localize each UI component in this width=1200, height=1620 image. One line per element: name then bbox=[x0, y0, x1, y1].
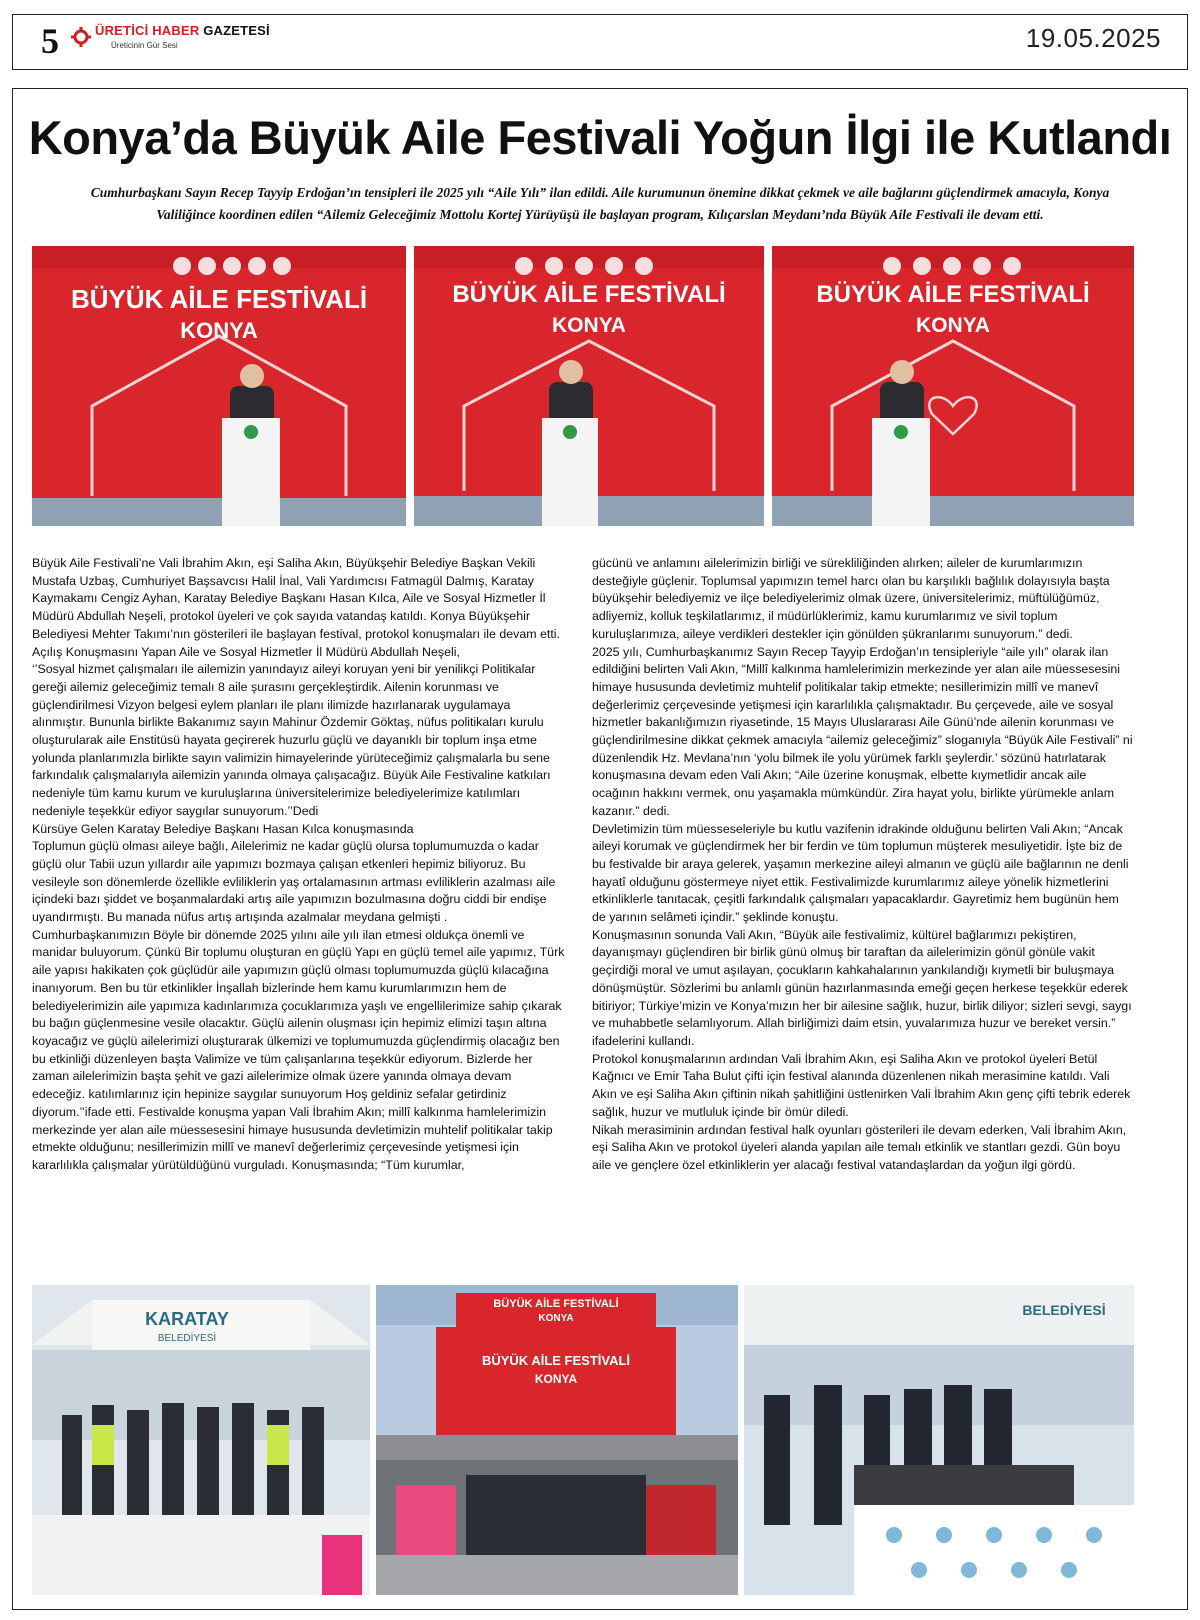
newspaper-brand: ÜRETİCİ HABER GAZETESİ bbox=[95, 23, 270, 38]
banner-title: BÜYÜK AİLE FESTİVALİ bbox=[481, 1353, 631, 1368]
paragraph: Kürsüye Gelen Karatay Belediye Başkanı Hasan Kılca konuşmasında bbox=[32, 821, 414, 836]
banner-subtitle: KONYA bbox=[180, 318, 258, 343]
photo-group-stage bbox=[376, 1285, 738, 1595]
banner-subtitle: KONYA bbox=[538, 1313, 574, 1324]
banner-subtitle: KONYA bbox=[916, 314, 990, 337]
stand-sign: KARATAY bbox=[145, 1309, 229, 1329]
photo-speaker-3 bbox=[772, 246, 1134, 526]
issue-date: 19.05.2025 bbox=[1025, 23, 1161, 53]
article-headline: Konya’da Büyük Aile Festivali Yoğun İlgi ile Kutlandı bbox=[28, 111, 1172, 164]
paragraph: ‘’Sosyal hizmet çalışmaları ile ailemizin yanındayız aileyi koruyan yeni bir yenilikçi Politikalar gereği ailemiz geleceğimiz temalı 8 aile şurasını gerçekleştirdik. Ailenin korunması ve güçlendirilmesi Vizyon belgesi eylem planları ile planı ilimizde hazırlanarak uygulamaya alınmıştır. Bununla birlikte Bakanımız sayın Mahinur Özdemir Göktaş, nüfus politikaları kurulu oluşturularak aile Enstitüsü hayata geçirerek huzurlu güçlü ve dayanıklı bir toplum inşa etme yolunda planlarımızla birlikte sayın valimizin himayelerinde yürüteceğimiz çalışmalarla bu sene farkındalık çalışmalarıyla ailemizin yanında olmaya çalışacağız. Büyük Aile Festivaline katkıları nedeniyle tüm kamu kurum ve kuruluşlarına üniversitelerimize belediyelerimize katılımları nedeniyle teşekkür ediyor saygılar sunuyorum.’’Dedi bbox=[32, 662, 551, 818]
paragraph: Büyük Aile Festivali’ne Vali İbrahim Akın, eşi Saliha Akın, Büyükşehir Belediye Başkan Vekili Mustafa Uzbaş, Cumhuriyet Başsavcısı Halil İnal, Vali Yardımcısı Fatmagül Dalmış, Karatay Kaymakamı Cengiz Ayhan, Karatay Belediye Başkanı Hasan Kılca, Aile ve Sosyal Hizmetler İl Müdürü Abdullah Neşeli, protokol üyeleri ve çok sayıda vatandaş katıldı. Konya Büyükşehir Belediyesi Mehter Takımı’nın gösterileri ile başlayan festival, protokol konuşmaları ile devam etti. bbox=[32, 556, 560, 641]
page-header bbox=[12, 14, 1188, 70]
paragraph: 2025 yılı, Cumhurbaşkanımız Sayın Recep Tayyip Erdoğan’ın tensipleriyle “aile yılı” olarak ilan edildiğini belirten Vali Akın, “Millî kalkınma hamlelerimizin merkezinde yer alan aile müessesesini himaye hususunda devletimiz muhtelif politikalar takip etmekte; nesillerimizin millî ve manevî değerlerimiz çerçevesinde yetişmesi için kararlılıkla çalışmaktadır. Bu çerçevede, aile ve sosyal hizmetler bakanlığımızın riyasetinde, 15 Mayıs Uluslararası Aile Günü’nde ailenin korunması ve güçlendirilmesine dikkat çekmek amacıyla “ailemiz geleceğimiz” sloganıyla “Büyük Aile Festivali” ni düzenlendik Hz. Mevlana’nın ‘yolu bilmek ile yolu yürümek farklı şeylerdir.’ sözünü hatırlatarak konuşmasına devam eden Vali Akın; “Aile üzerine konuşmak, elbette kıymetlidir ancak aile ocağının hakkını vermek, onu yaşamakla mümkündür. Zira hayat yolu, birlikte yürümekle anlam kazanır.” dedi. bbox=[592, 644, 1133, 818]
banner-subtitle: KONYA bbox=[534, 1372, 578, 1386]
paragraph: gücünü ve anlamını ailelerimizin birliği ve sürekliliğinden alırken; aileler de kurumlarımızın desteğiyle güçlenir. Toplumsal yapımızın temel harcı olan bu karşılıklı bağlılık dolayısıyla başta büyükşehir belediyemiz ve ilçe belediyelerimiz olmak üzere, üniversitelerimiz, müftülüğümüz, adliyemiz, kolluk teşkilatlarımız, il müdürlüklerimiz, kamu kurumlarımız ve sivil toplum kuruluşlarımıza, aileye verdikleri destekler için gönülden şükranlarımı sunuyorum.” dedi. bbox=[592, 556, 1110, 641]
banner-title: BÜYÜK AİLE FESTİVALİ bbox=[493, 1298, 619, 1310]
article-left-column bbox=[32, 555, 567, 1175]
photo-police-stand bbox=[744, 1285, 1134, 1595]
page-number: 5 bbox=[41, 21, 59, 61]
newspaper-tagline: Üreticinin Gür Sesi bbox=[111, 41, 178, 50]
banner-title: BÜYÜK AİLE FESTİVALİ bbox=[452, 281, 726, 308]
photo-speaker-1 bbox=[32, 246, 406, 526]
paragraph: Nikah merasiminin ardından festival halk oyunları gösterileri ile devam ederken, Vali İbrahim Akın, eşi Saliha Akın ve protokol üyeleri alanda yapılan aile temalı etkinlik ve stantları gezdi. Gün boyu aile ve gençlere özel etkinliklerin yer alacağı festival vatandaşlardan da yoğun ilgi gördü. bbox=[592, 1122, 1127, 1172]
paragraph: Toplumun güçlü olması aileye bağlı, Ailelerimiz ne kadar güçlü olursa toplumumuzda o kadar güçlü olur Tabii uzun yıllardır aile yapımızı bozmaya çalışan etkenleri hepimiz biliyoruz. Bu vesileyle son dönemlerde özellikle evliliklerin yaş ortalamasının artması evliliklerin azalması aile içindeki bazı şiddet ve boşanmalardaki artış aile yapımızın bozulmasına doğru ciddi bir endişe uyandırmıştı. Bu manada nüfus artış artışında azalmalar meydana gelmişti . Cumhurbaşkanımızın Böyle bir dönemde 2025 yılını aile yılı ilan etmesi oldukça önemli ve manidar buluyorum. Çünkü Bir toplumu oluşturan en güçlü Yapı en güçlü temel aile yapımız, Türk aile yapısı hakikaten çok güçlüdür aile yapımızın güçlü olması toplumumuzda güçlü kılacağına inanıyorum. Ben bu tür etkinlikler İnşallah bizlerinde hem kamu kurumlarımızın hem de belediyelerimizin aile yapımıza kadınlarımıza çocuklarımıza yaşlı ve engellilerimize sahip çıkarak bu bağın güçlenmesine vesile olacaktır. Güçlü ailenin oluşması için hepimiz elimizi taşın altına koyacağız ve güçlü ailelerimizi oluşturarak ülkemizi ve toplumumuzda güçlendirmiş olacağız ben bu etkinliği düzenleyen başta Valimize ve tüm çalışanlarına teşekkür ediyorum. Bizlerde her zaman ailelerimizin başta şehit ve gazi ailelerimize olmak üzere yanında olmaya devam edeceğiz. katılımlarınız için hepinize saygılar sunuyorum Hoş geldiniz sefalar getirdiniz diyorum.’’ifade etti. Festivalde konuşma yapan Vali İbrahim Akın; millî kalkınma hamlelerimizin merkezinde yer alan aile müessesesini himaye hususunda devletimizin muhtelif politikalar takip etmekte olduğunu; nesillerimizin millî ve manevî değerlerimiz çerçevesinde yetişmesi için kararlılıkla çalışmalar yürütüldüğünü vurguladı. Konuşmasında; “Tüm kurumlar, bbox=[32, 839, 565, 1172]
banner-title: BÜYÜK AİLE FESTİVALİ bbox=[816, 281, 1090, 308]
stand-sign-sub: BELEDİYESİ bbox=[157, 1333, 217, 1344]
photo-karatay-stand bbox=[32, 1285, 370, 1595]
article-right-column bbox=[592, 555, 1134, 1175]
article-lead: Cumhurbaşkanı Sayın Recep Tayyip Erdoğan’ın tensipleri ile 2025 yılı “Aile Yılı” ilan edildi. Aile kurumunun önemine dikkat çekmek ve aile bağlarını güçlendirmek amacıyla, Konya Valiliğince koordinen edilen “Ailemiz Geleceğimiz Mottolu Kortej Yürüyüşü ile başlayan program, Kılıçarslan Meydanı’nda Büyük Aile Festivali ile devam etti. bbox=[90, 185, 1110, 222]
gear-icon bbox=[71, 27, 91, 47]
paragraph: Protokol konuşmalarının ardından Vali İbrahim Akın, eşi Saliha Akın ve protokol üyeleri Betül Kağnıcı ve Emir Taha Bulut çifti için festival alanında düzenlenen nikah merasimine katıldı. Vali Akın ve eşi Saliha Akın çiftinin nikah şahitliğini üstlenirken Vali İbrahim Akın genç çifti tebrik ederek sağlık, huzur ve mutluluk içinde bir ömür diledi. bbox=[592, 1051, 1131, 1119]
stand-sign: BELEDİYESİ bbox=[1022, 1302, 1106, 1318]
paragraph: Açılış Konuşmasını Yapan Aile ve Sosyal Hizmetler İl Müdürü Abdullah Neşeli, bbox=[32, 644, 460, 659]
paragraph: Devletimizin tüm müesseseleriyle bu kutlu vazifenin idrakinde olduğunu belirten Vali Akın; “Ancak aileyi korumak ve güçlendirmek her bir ferdin ve tüm toplumun müşterek mesuliyetidir. İşte biz de bu festivalde bir araya gelerek, yaşamın merkezine aileyi almanın ve güçlü aile bağlarının ne denli hayatî olduğunu göstermeye niyet ettik. Festivalimizde kurumlarımız aileye yönelik hizmetlerini etkinliklerle tanıtacak, çeşitli farkındalık çalışmaları yapacaklardır. Gayretimiz hem bugünün hem de yarının selâmeti içindir.” şeklinde konuştu. bbox=[592, 821, 1129, 925]
photo-speaker-2 bbox=[414, 246, 764, 526]
paragraph: Konuşmasının sonunda Vali Akın, “Büyük aile festivalimiz, kültürel bağlarımızı pekiştiren, dayanışmayı güçlendiren bir birlik günü olmuş bir taraftan da ailelerimizin gönül gönüle vakit geçirdiği moral ve umut aşılayan, çocukların kahkahalarının yankılandığı kıymetli bir buluşmaya dönüşmüştür. Sözlerimi bu anlamlı günün hazırlanmasında emeği geçen herkese teşekkür ederek bitiriyor; Türkiye’mizin ve Konya’mızın her bir ailesine sağlık, huzur, birlik diliyor; sizleri sevgi, saygı ve muhabbetle selamlıyorum. Allah birliğimizi daim etsin, yuvalarımıza huzur ve bereket versin.” ifadelerini kullandı. bbox=[592, 927, 1132, 1048]
banner-subtitle: KONYA bbox=[552, 314, 626, 337]
banner-title: BÜYÜK AİLE FESTİVALİ bbox=[70, 284, 368, 314]
